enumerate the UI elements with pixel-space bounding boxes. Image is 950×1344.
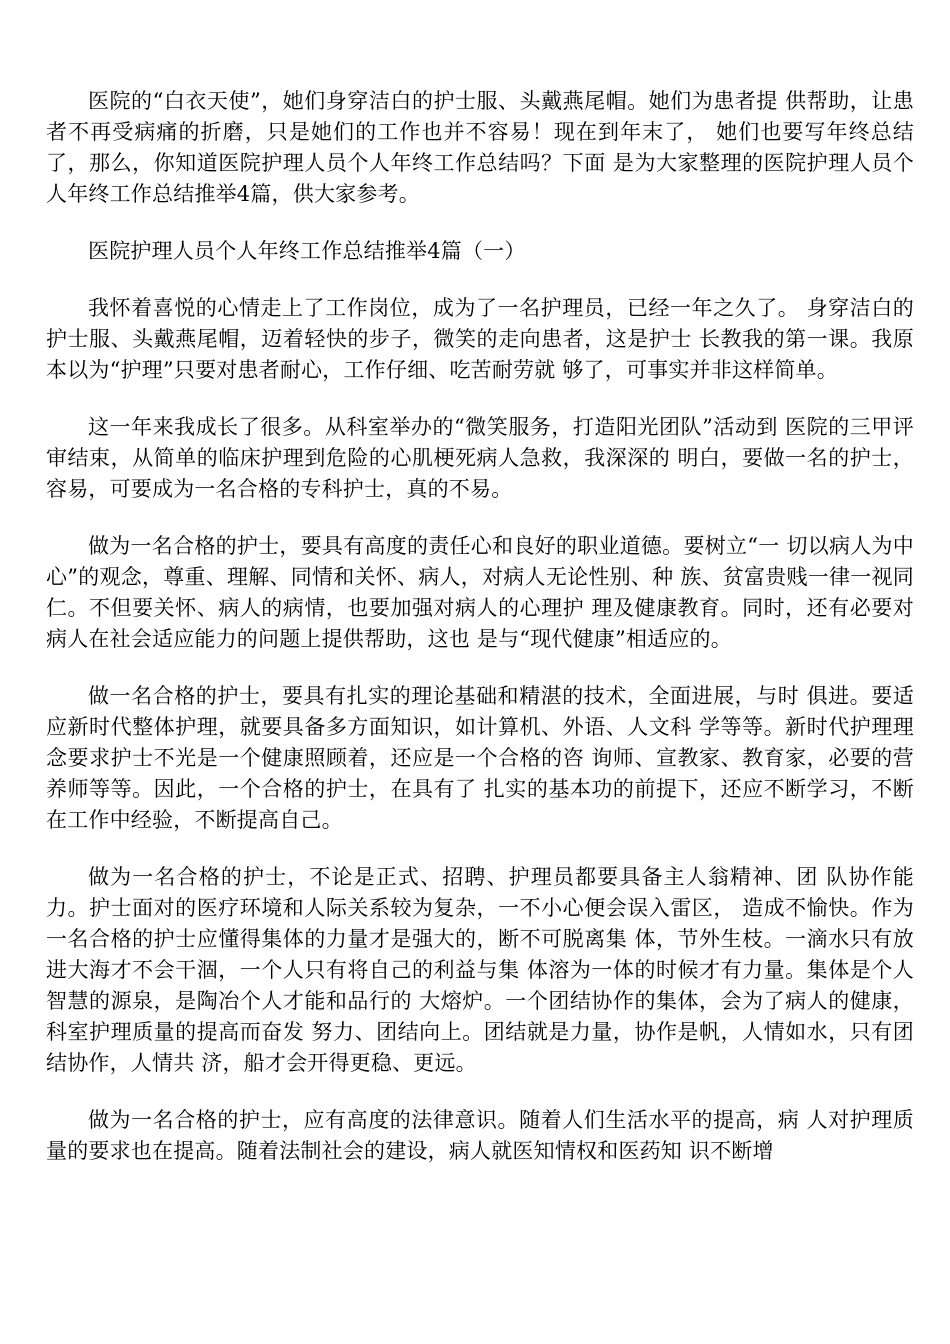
body-paragraph-5: 做为一名合格的护士，不论是正式、招聘、护理员都要具备主人翁精神、团 队协作能力。护士面对的医疗环境和人际关系较为复杂，一不小心便会误入雷区， 造成不愉快。作为一名合格的护士应懂得集体的力量才是强大的，断不可脱离集 体，节外生枝。一滴水只有放进大海才不会干涸，一个人只有将自己的利益与集 体溶为一体的时候才有力量。集体是个人智慧的源泉，是陶冶个人才能和品行的 大熔炉。一个团结协作的集体，会为了病人的健康，科室护理质量的提高而奋发 努力、团结向上。团结就是力量，协作是帆，人情如水，只有团结协作，人情共 济，船才会开得更稳、更远。 — [46, 865, 914, 1075]
body-paragraph-1: 我怀着喜悦的心情走上了工作岗位，成为了一名护理员，已经一年之久了。 身穿洁白的护士服、头戴燕尾帽，迈着轻快的步子，微笑的走向患者，这是护士 长教我的第一课。我原本以为“护理”只要对患者耐心，工作仔细、吃苦耐劳就 够了，可事实并非这样简单。 — [46, 296, 914, 382]
body-paragraph-4: 做一名合格的护士，要具有扎实的理论基础和精湛的技术，全面进展，与时 俱进。要适应新时代整体护理，就要具备多方面知识，如计算机、外语、人文科 学等等。新时代护理理念要求护士不光是一个健康照顾着，还应是一个合格的咨 询师、宣教家、教育家，必要的营养师等等。因此，一个合格的护士，在具有了 扎实的基本功的前提下，还应不断学习，不断在工作中经验，不断提高自己。 — [46, 684, 914, 832]
body-paragraph-6: 做为一名合格的护士，应有高度的法律意识。随着人们生活水平的提高，病 人对护理质量的要求也在提高。随着法制社会的建设，病人就医知情权和医药知 识不断增 — [46, 1108, 914, 1163]
body-paragraph-3: 做为一名合格的护士，要具有高度的责任心和良好的职业道德。要树立“一 切以病人为中心”的观念，尊重、理解、同情和关怀、病人，对病人无论性别、种 族、贫富贵贱一律一视同仁。不但要关怀、病人的病情，也要加强对病人的心理护 理及健康教育。同时，还有必要对病人在社会适应能力的问题上提供帮助，这也 是与“现代健康”相适应的。 — [46, 534, 914, 651]
body-paragraph-2: 这一年来我成长了很多。从科室举办的“微笑服务，打造阳光团队”活动到 医院的三甲评审结束，从简单的临床护理到危险的心肌梗死病人急救，我深深的 明白，要做一名的护士，容易，可要成为一名合格的专科护士，真的不易。 — [46, 415, 914, 501]
document-page — [46, 86, 914, 1193]
intro-paragraph: 医院的“白衣天使”，她们身穿洁白的护士服、头戴燕尾帽。她们为患者提 供帮助，让患者不再受病痛的折磨，只是她们的工作也并不容易！现在到年末了， 她们也要写年终总结了，那么，你知道医院护理人员个人年终工作总结吗？下面 是为大家整理的医院护理人员个人年终工作总结推举4篇，供大家参考。 — [46, 89, 914, 206]
section-title: 医院护理人员个人年终工作总结推举4篇（一） — [88, 239, 526, 263]
